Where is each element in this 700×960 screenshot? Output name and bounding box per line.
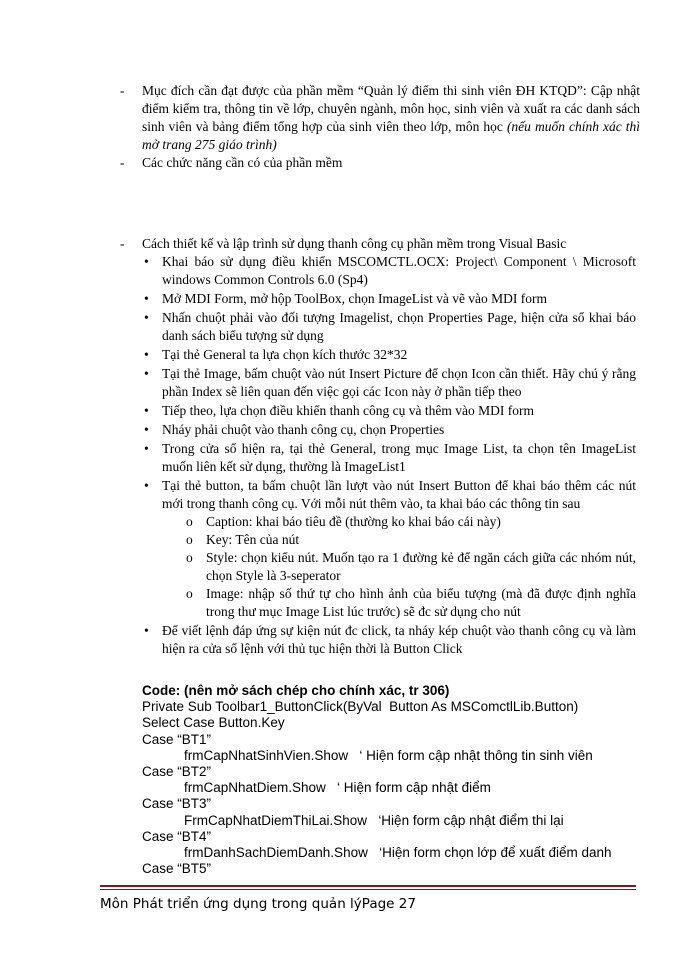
sub-bullet-marker: o [186,532,193,547]
bullet-marker: • [144,291,149,306]
design-heading-item [120,235,640,253]
list-item-text: Trong cửa sổ hiện ra, tại thẻ General, trong mục Image List, ta chọn tên ImageList muốn liên kết sử dụng, thường là ImageList1 [162,441,636,474]
list-item [142,477,636,621]
sub-list-item [184,549,636,585]
list-item [142,346,636,364]
list-item-text: Để viết lệnh đáp ứng sự kiện nút đc click, ta nháy kép chuột vào thanh công cụ và làm hiện ra cửa sổ lệnh với thủ tục hiện thời là Button Click [162,623,636,656]
bullet-marker: • [144,623,149,638]
list-item [142,253,636,289]
list-item-text: Tiếp theo, lựa chọn điều khiển thanh công cụ và thêm vào MDI form [162,403,534,418]
list-item [142,309,636,345]
code-title: Code: (nên mở sách chép cho chính xác, tr 306) [142,683,450,698]
code-line: Private Sub Toolbar1_ButtonClick(ByVal Button As MSComctlLib.Button) [142,699,579,715]
list-item-text: Mở MDI Form, mở hộp ToolBox, chọn ImageList và vẽ vào MDI form [162,291,548,306]
code-line: Case “BT5” [142,861,212,877]
page-footer: Môn Phát triển ứng dụng trong quản lýPage 27 [100,896,416,912]
dash-marker: - [120,236,125,251]
code-line: Case “BT3” [142,796,212,812]
sub-list-item-text: Key: Tên của nút [206,532,300,547]
sub-list-item-text: Style: chọn kiểu nút. Muốn tạo ra 1 đường kẻ để ngăn cách giữa các nhóm nút, chọn Style là 3-seperator [206,550,636,583]
bullet-marker: • [144,441,149,456]
sub-list-item [184,531,636,549]
sub-list-item [184,513,636,531]
list-item [142,440,636,476]
code-line: Select Case Button.Key [142,715,285,731]
steps-list [142,253,636,659]
list-item [142,622,636,658]
footer-rule-thick [100,885,636,887]
list-item [142,365,636,401]
dash-marker: - [120,83,125,98]
list-item [142,421,636,439]
design-heading: Cách thiết kế và lập trình sử dụng thanh công cụ phần mềm trong Visual Basic [142,236,567,251]
button-fields-list [162,513,636,621]
bullet-marker: • [144,403,149,418]
intro-item-text [142,82,640,154]
intro-note: (nếu muốn chính xác thì mở trang 275 giáo trình) [142,119,640,152]
code-line: frmCapNhatDiem.Show ‘ Hiện form cập nhật điểm [184,780,491,796]
code-line: frmCapNhatSinhVien.Show ‘ Hiện form cập nhật thông tin sinh viên [184,747,593,763]
intro-functions-text: Các chức năng cần có của phần mềm [142,155,343,170]
bullet-marker: • [144,347,149,362]
code-line: Case “BT2” [142,764,212,780]
list-item-text: Tại thẻ Image, bấm chuột vào nút Insert Picture để chọn Icon cần thiết. Hãy chú ý rằng phần Index sẽ liên quan đến việc gọi các Icon này ở phần tiếp theo [162,366,636,399]
bullet-marker: • [144,478,149,493]
sub-bullet-marker: o [186,586,193,601]
list-item-text: Tại thẻ button, ta bấm chuột lần lượt vào nút Insert Button để khai báo thêm các nút mới trong thanh công cụ. Với mỗi nút thêm vào, ta khai báo các thông tin sau [162,478,636,511]
sub-bullet-marker: o [186,550,193,565]
footer-rule-thin [100,889,636,890]
code-line: Case “BT1” [142,731,212,747]
intro-item-functions [120,154,640,172]
code-line: Case “BT4” [142,828,212,844]
intro-item-purpose [120,82,640,154]
code-line: FrmCapNhatDiemThiLai.Show ‘Hiện form cập nhật điểm thi lại [184,812,564,828]
list-item-text: Nhấn chuột phải vào đối tượng Imagelist, chọn Properties Page, hiện cửa sổ khai báo danh sách biểu tượng sử dụng [162,310,636,343]
sub-list-item-text: Image: nhập số thứ tự cho hình ảnh của biểu tượng (mà đã được định nghĩa trong thư mục Image List lúc trước) sẽ đc sử dụng cho nút [206,586,636,619]
bullet-marker: • [144,310,149,325]
list-item [142,402,636,420]
list-item-text: Khai báo sử dụng điều khiển MSCOMCTL.OCX: Project\ Component \ Microsoft windows Common Controls 6.0 (Sp4) [162,254,636,287]
bullet-marker: • [144,366,149,381]
code-line: frmDanhSachDiemDanh.Show ‘Hiện form chọn lớp để xuất điểm danh [184,845,612,861]
bullet-marker: • [144,254,149,269]
sub-list-item-text: Caption: khai báo tiêu đề (thường ko khai báo cái này) [206,514,501,529]
dash-marker: - [120,155,125,170]
sub-bullet-marker: o [186,514,193,529]
list-item-text: Tại thẻ General ta lựa chọn kích thước 32*32 [162,347,408,362]
intro-purpose-text: Mục đích cần đạt được của phần mềm “Quản lý điểm thi sinh viên ĐH KTQD”: Cập nhật điểm kiểm tra, thông tin về lớp, chuyên ngành, môn học, sinh viên và xuất ra các danh sách sinh viên và bảng điểm tổng hợp của sinh viên theo lớp, môn học [142,83,640,134]
list-item-text: Nháy phải chuột vào thanh công cụ, chọn Properties [162,422,445,437]
sub-list-item [184,585,636,621]
list-item [142,290,636,308]
code-block [142,683,642,877]
bullet-marker: • [144,422,149,437]
